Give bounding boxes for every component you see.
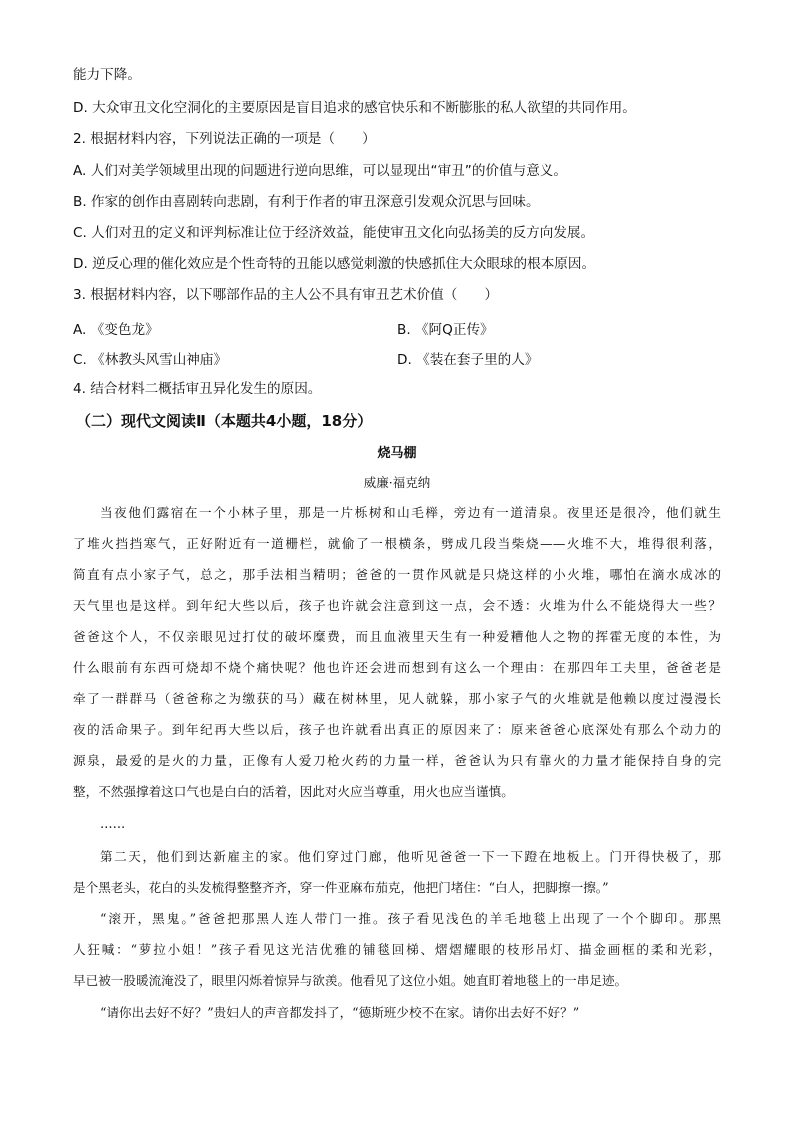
q3-option-b: B. 《阿Q正传》 (397, 322, 494, 338)
q2-option-a: A. 人们对美学领域里出现的问题进行逆向思维，可以显现出“审丑”的价值与意义。 (73, 163, 567, 179)
section-heading: （二）现代文阅读Ⅱ（本题共4小题，18分） (76, 412, 373, 430)
q3-option-a: A. 《变色龙》 (73, 322, 159, 338)
q2-option-c: C. 人们对丑的定义和评判标准让位于经济效益，能使审丑文化向弘扬美的反方向发展。 (73, 225, 595, 241)
story-ellipsis: …… (100, 816, 126, 831)
q2-stem: 2. 根据材料内容，下列说法正确的一项是（ ） (73, 131, 376, 147)
q3-stem: 3. 根据材料内容，以下哪部作品的主人公不具有审丑艺术价值（ ） (73, 287, 499, 303)
story-author: 威廉·福克纳 (363, 475, 431, 490)
q3-option-c: C. 《林教头风雪山神庙》 (73, 352, 228, 368)
q3-option-d: D. 《装在套子里的人》 (397, 352, 539, 368)
q2-option-d: D. 逆反心理的催化效应是个性奇特的丑能以感觉刺激的快感抓住大众眼球的根本原因。 (73, 256, 596, 272)
question-continuation: 能力下降。 (73, 67, 141, 83)
q1-option-d: D. 大众审丑文化空洞化的主要原因是盲目追求的感官快乐和不断膨胀的私人欲望的共同作用。 (73, 100, 636, 116)
q2-option-b: B. 作家的创作由喜剧转向悲剧，有利于作者的审丑深意引发观众沉思与回味。 (73, 194, 540, 210)
story-title: 烧马棚 (377, 446, 417, 461)
q4-stem: 4. 结合材料二概括审丑异化发生的原因。 (73, 381, 322, 397)
